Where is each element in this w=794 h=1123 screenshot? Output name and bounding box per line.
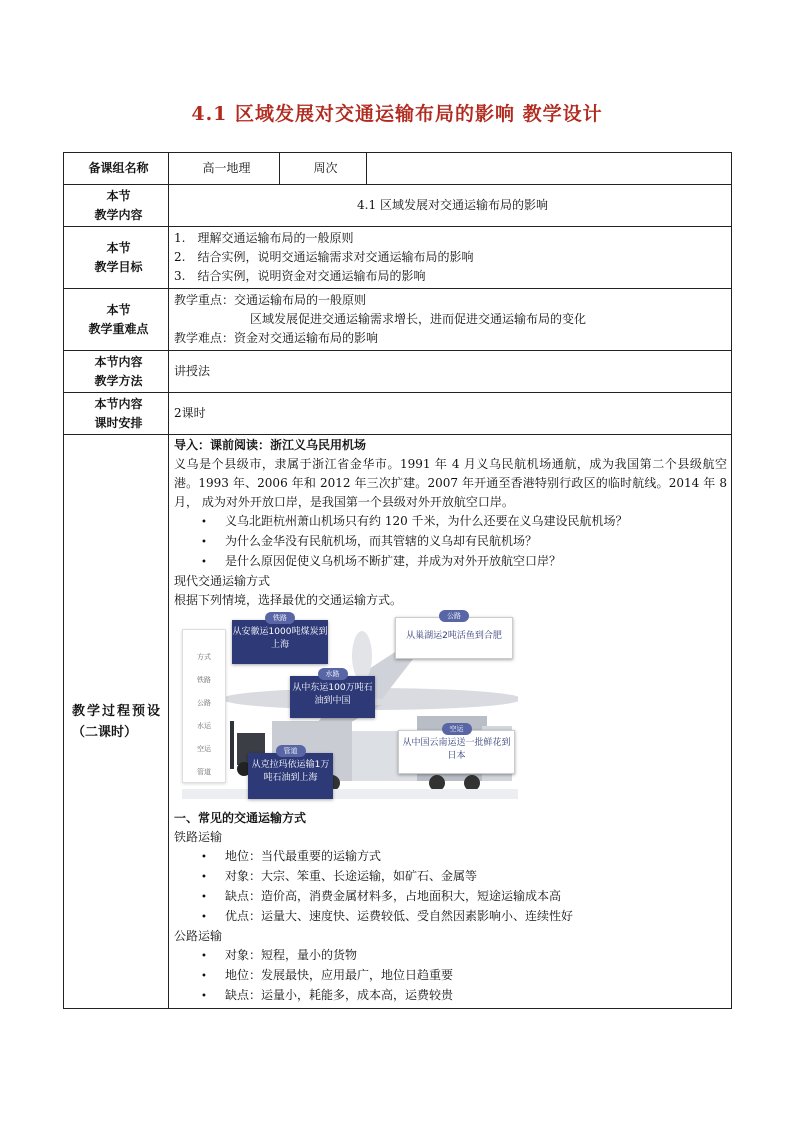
road-item: [174, 966, 731, 986]
goal-item: 3. 结合实例，说明资金对交通运输布局的影响: [174, 269, 426, 283]
rail-item: [174, 867, 731, 887]
scenario-tag: 公路: [439, 610, 469, 622]
rail-text: 优点：运量大、速度快、运费较低、受自然因素影响小、连续性好: [225, 909, 574, 923]
goals-label-line1: 本节: [106, 240, 131, 255]
goals-label: [64, 227, 169, 289]
content-row: [64, 185, 732, 227]
road-text: 地位：发展最快，应用最广，地位日趋重要: [225, 968, 454, 982]
task-text: 根据下列情境，选择最优的交通运输方式。: [174, 593, 403, 607]
process-row: [64, 435, 732, 1009]
key-points-content: [169, 289, 732, 351]
hours-value: 2课时: [169, 393, 732, 435]
rail-item: [174, 907, 731, 927]
scenario-tag: 铁路: [265, 612, 295, 624]
document-title: 4.1 区域发展对交通运输布局的影响 教学设计: [191, 103, 603, 125]
process-label: 教学过程预设 （二课时）: [64, 435, 169, 1009]
question-text: 是什么原因促使义乌机场不断扩建，并成为对外开放航空口岸？: [225, 554, 562, 568]
question-item: [174, 532, 731, 552]
scenario-text: 从中国云南运送一批鲜花到日本: [402, 738, 511, 761]
bullet-icon: •: [201, 991, 207, 1002]
bullet-icon: •: [201, 971, 207, 982]
question-text: 义乌北距杭州萧山机场只有约 120 千米，为什么还要在义乌建设民航机场？: [225, 514, 628, 528]
key-points-label: [64, 289, 169, 351]
road-item: [174, 986, 731, 1006]
hours-label-line2: 课时安排: [94, 415, 143, 430]
scenario-card-road: [395, 612, 513, 659]
bullet-icon: •: [201, 912, 207, 923]
goals-label-line2: 教学目标: [94, 259, 143, 274]
scenario-tag: 水路: [318, 668, 348, 680]
mode-sidebar: [182, 629, 226, 783]
bullet-icon: •: [201, 537, 207, 548]
rail-text: 对象：大宗、笨重、长途运输，如矿石、金属等: [225, 869, 478, 883]
content-label-line2: 教学内容: [94, 207, 143, 222]
goals-list: [169, 227, 732, 289]
mode-item: 水运: [197, 722, 211, 730]
bullet-icon: •: [201, 517, 207, 528]
goal-item: 1. 理解交通运输布局的一般原则: [174, 231, 354, 245]
transport-scenario-figure: [182, 612, 518, 799]
scenario-text: 从巢湖运2吨活鱼到合肥: [406, 631, 502, 641]
road-title: 公路运输: [174, 929, 223, 943]
bullet-icon: •: [201, 557, 207, 568]
question-item: [174, 552, 731, 572]
method-label-line2: 教学方法: [94, 373, 143, 388]
intro-title: 导入：课前阅读：浙江义乌民用机场: [174, 438, 367, 452]
hours-label-line1: 本节内容: [94, 396, 143, 411]
scenario-card-pipeline: [248, 747, 333, 799]
mode-item: 铁路: [197, 676, 211, 684]
lesson-plan-table: [63, 152, 732, 1009]
group-value: 高一地理: [169, 153, 280, 185]
goals-row: [64, 227, 732, 289]
scenario-tag: 管道: [276, 745, 306, 757]
week-label: 周次: [280, 153, 367, 185]
scenario-text: 从克拉玛依运输1万吨石油到上海: [251, 760, 330, 783]
mode-item: 空运: [197, 745, 211, 753]
scenario-card-water: [290, 670, 375, 718]
process-content: [169, 435, 732, 1009]
week-value: [367, 153, 732, 185]
modern-title: 现代交通运输方式: [174, 574, 271, 588]
scenario-text: 从中东运100万吨石油到中国: [292, 683, 373, 706]
road-text: 对象：短程，量小的货物: [225, 948, 358, 962]
method-label: [64, 351, 169, 393]
bullet-icon: •: [201, 872, 207, 883]
rail-title: 铁路运输: [174, 830, 223, 844]
rail-text: 缺点：造价高，消费金属材料多，占地面积大，短途运输成本高: [225, 889, 562, 903]
goal-item: 2. 结合实例，说明交通运输需求对交通运输布局的影响: [174, 250, 474, 264]
method-label-line1: 本节内容: [94, 354, 143, 369]
content-label-line1: 本节: [106, 188, 131, 203]
rail-item: [174, 887, 731, 907]
hours-label: [64, 393, 169, 435]
key-label-line2: 教学重难点: [88, 321, 149, 336]
mode-item: 方式: [197, 653, 211, 661]
bullet-icon: •: [201, 852, 207, 863]
bullet-icon: •: [201, 892, 207, 903]
key-points-row: [64, 289, 732, 351]
intro-text: 义乌是个县级市，隶属于浙江省金华市。1991 年 4 月义乌民航机场通航，成为我国第二个县级航空港。1993 年、2006 年和 2012 年三次扩建。2007 年开通至香港特别行政区的临时航线。2014 年 8 月， 成为对外开放口岸，是我国第一个县级对外开放航空口岸。: [174, 457, 727, 509]
rail-text: 地位：当代最重要的运输方式: [225, 849, 382, 863]
mode-item: 管道: [197, 768, 211, 776]
bullet-icon: •: [201, 951, 207, 962]
scenario-card-air: [398, 725, 515, 774]
header-row: [64, 153, 732, 185]
scenario-text: 从安徽运1000吨煤炭到上海: [232, 627, 328, 650]
question-item: [174, 512, 731, 532]
group-label: 备课组名称: [64, 153, 169, 185]
method-value: 讲授法: [169, 351, 732, 393]
key-label-line1: 本节: [106, 302, 131, 317]
road-text: 缺点：运量小，耗能多，成本高，运费较贵: [225, 988, 454, 1002]
hours-row: [64, 393, 732, 435]
scenario-card-rail: [232, 614, 328, 664]
road-item: [174, 946, 731, 966]
mode-item: 公路: [197, 699, 211, 707]
section-title: 一、常见的交通运输方式: [174, 811, 307, 825]
content-value: 4.1 区域发展对交通运输布局的影响: [169, 185, 732, 227]
method-row: [64, 351, 732, 393]
content-label: [64, 185, 169, 227]
rail-item: [174, 847, 731, 867]
key-point-text: 教学重点：交通运输布局的一般原则: [174, 293, 367, 307]
difficulty-text: 教学难点：资金对交通运输布局的影响: [174, 331, 379, 345]
scenario-tag: 空运: [442, 723, 472, 735]
key-point-text: 区域发展促进交通运输需求增长，进而促进交通运输布局的变化: [250, 312, 587, 326]
question-text: 为什么金华没有民航机场，而其管辖的义乌却有民航机场？: [225, 534, 538, 548]
